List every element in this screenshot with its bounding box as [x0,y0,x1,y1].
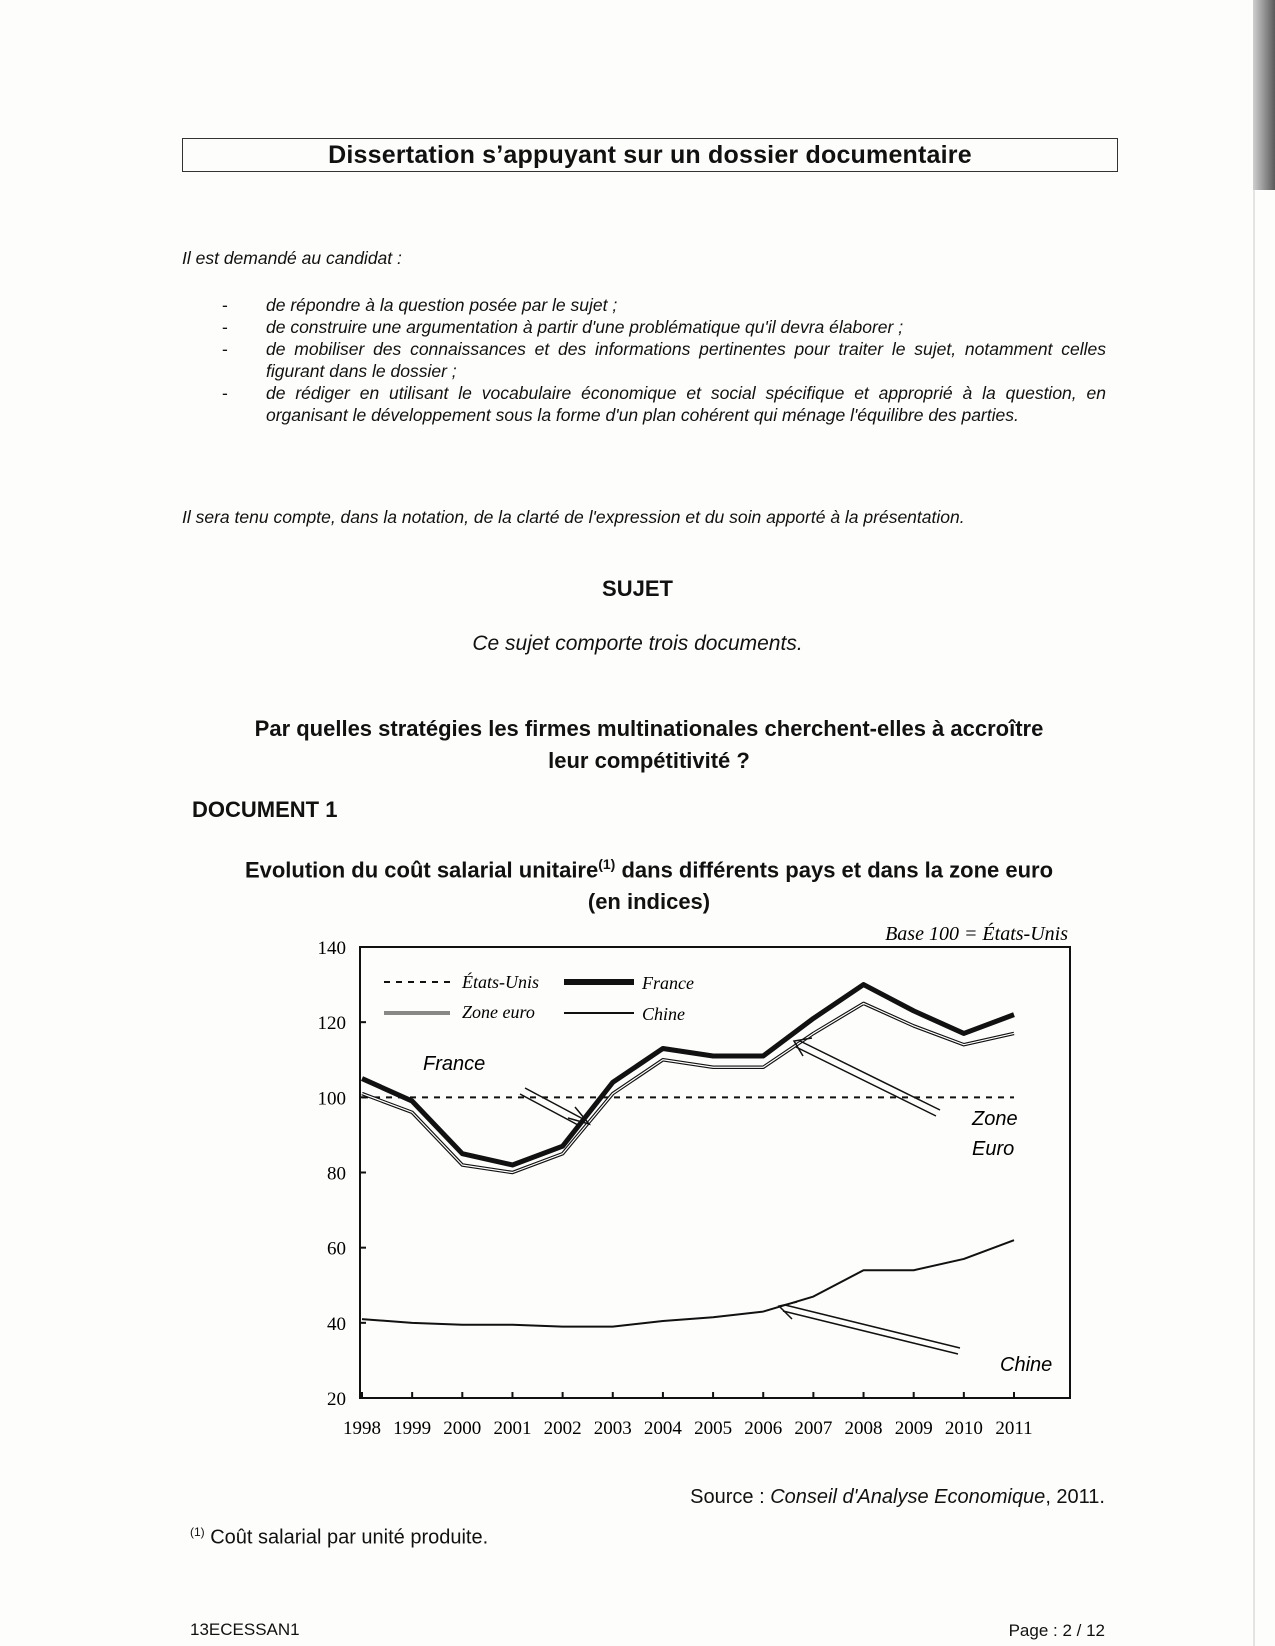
footnote [190,1525,488,1550]
question-line-1: Par quelles stratégies les firmes multinationales cherchent-elles à accroître [254,716,1044,741]
x-tick-label: 2011 [995,1418,1033,1439]
question-line-2: leur compétitivité ? [548,748,750,773]
source-note [690,1486,1105,1509]
source-prefix: Source : [690,1486,771,1508]
series-line-chine [362,1240,1014,1326]
source-name: Conseil d'Analyse Economique [770,1486,1046,1508]
footer-page-number: Page : 2 / 12 [1008,1621,1105,1640]
arrow-zone-euro [794,1038,940,1116]
chart-title-part2: dans différents pays et dans la zone euro [615,857,1054,883]
series-line-zone-euro [362,1003,1014,1172]
arrow-chine [779,1302,960,1354]
source-year: , 2011. [1045,1486,1105,1508]
chart-title-line2: (en indices) [587,889,711,915]
annotation-zone: Zone [972,1108,1018,1130]
page-title: Dissertation s’appuyant sur un dossier documentaire [328,140,972,169]
line-chart [300,920,1100,1440]
legend-label-zone-euro: Zone euro [462,1002,535,1022]
footnote-mark: (1) [190,1525,205,1539]
page-edge-shadow [1253,0,1255,1646]
x-tick-label: 2010 [944,1418,983,1439]
y-tick-label: 60 [327,1238,346,1260]
series-line-zone-euro-inner [362,1003,1014,1172]
x-tick-label: 2009 [894,1418,933,1439]
x-tick-label: 2005 [694,1418,733,1439]
instructions-intro: Il est demandé au candidat : [182,248,402,268]
instructions-list [222,294,1106,426]
y-tick-label: 100 [317,1088,346,1110]
annotation-france: France [423,1053,486,1075]
legend-label-chine: Chine [642,1004,685,1024]
y-tick-label: 80 [327,1163,346,1185]
y-tick-label: 40 [327,1313,346,1335]
annotation-euro: Euro [972,1138,1015,1160]
x-tick-label: 2003 [593,1418,632,1439]
y-tick-label: 120 [317,1013,346,1035]
legend-label-france: France [642,973,694,993]
arrow-france [520,1088,589,1125]
x-tick-label: 2001 [493,1418,532,1439]
document-label: DOCUMENT 1 [192,797,338,822]
sujet-heading: SUJET [602,576,673,601]
instruction-item: - de construire une argumentation à partir d'une problématique qu'il devra élaborer ; [222,316,1106,338]
footnote-text: Coût salarial par unité produite. [204,1526,489,1549]
x-tick-label: 2006 [744,1418,783,1439]
sujet-question [182,713,1116,777]
notation-note: Il sera tenu compte, dans la notation, de la clarté de l'expression et du soin apporté à la présentation. [182,507,965,527]
sujet-subtitle: Ce sujet comporte trois documents. [472,632,803,655]
x-tick-label: 2007 [794,1418,833,1439]
footer-code: 13ECESSAN1 [190,1620,300,1639]
x-tick-label: 1998 [343,1418,381,1439]
instruction-item: - de répondre à la question posée par le sujet ; [222,294,1106,316]
x-axis [343,1392,1033,1439]
x-tick-label: 2008 [844,1418,883,1439]
chart-title-part1: Evolution du coût salarial unitaire [244,857,599,883]
y-axis [318,938,367,1410]
page-title-box [182,138,1118,172]
instruction-item: - de mobiliser des connaissances et des informations pertinentes pour traiter le sujet, notamment celles figurant dans le dossier ; [222,338,1106,382]
annotation-chine: Chine [1000,1354,1053,1376]
x-tick-label: 2004 [643,1418,682,1439]
legend [384,971,694,1024]
y-tick-label: 140 [317,938,346,959]
page-edge [1253,0,1275,190]
base-note: Base 100 = États-Unis [885,923,1068,945]
x-tick-label: 2000 [443,1418,482,1439]
x-tick-label: 2002 [543,1418,582,1439]
x-tick-label: 1999 [393,1418,432,1439]
series-group [362,985,1014,1327]
chart-title [182,848,1116,918]
y-tick-label: 20 [327,1389,346,1410]
instruction-item: - de rédiger en utilisant le vocabulaire économique et social spécifique et approprié à la question, en organisant le développement sous la forme d'un plan cohérent qui ménage l'équilibre des parties. [222,382,1106,426]
chart-title-footnote-mark: (1) [598,856,616,872]
legend-label-etats-unis: États-Unis [462,972,540,992]
